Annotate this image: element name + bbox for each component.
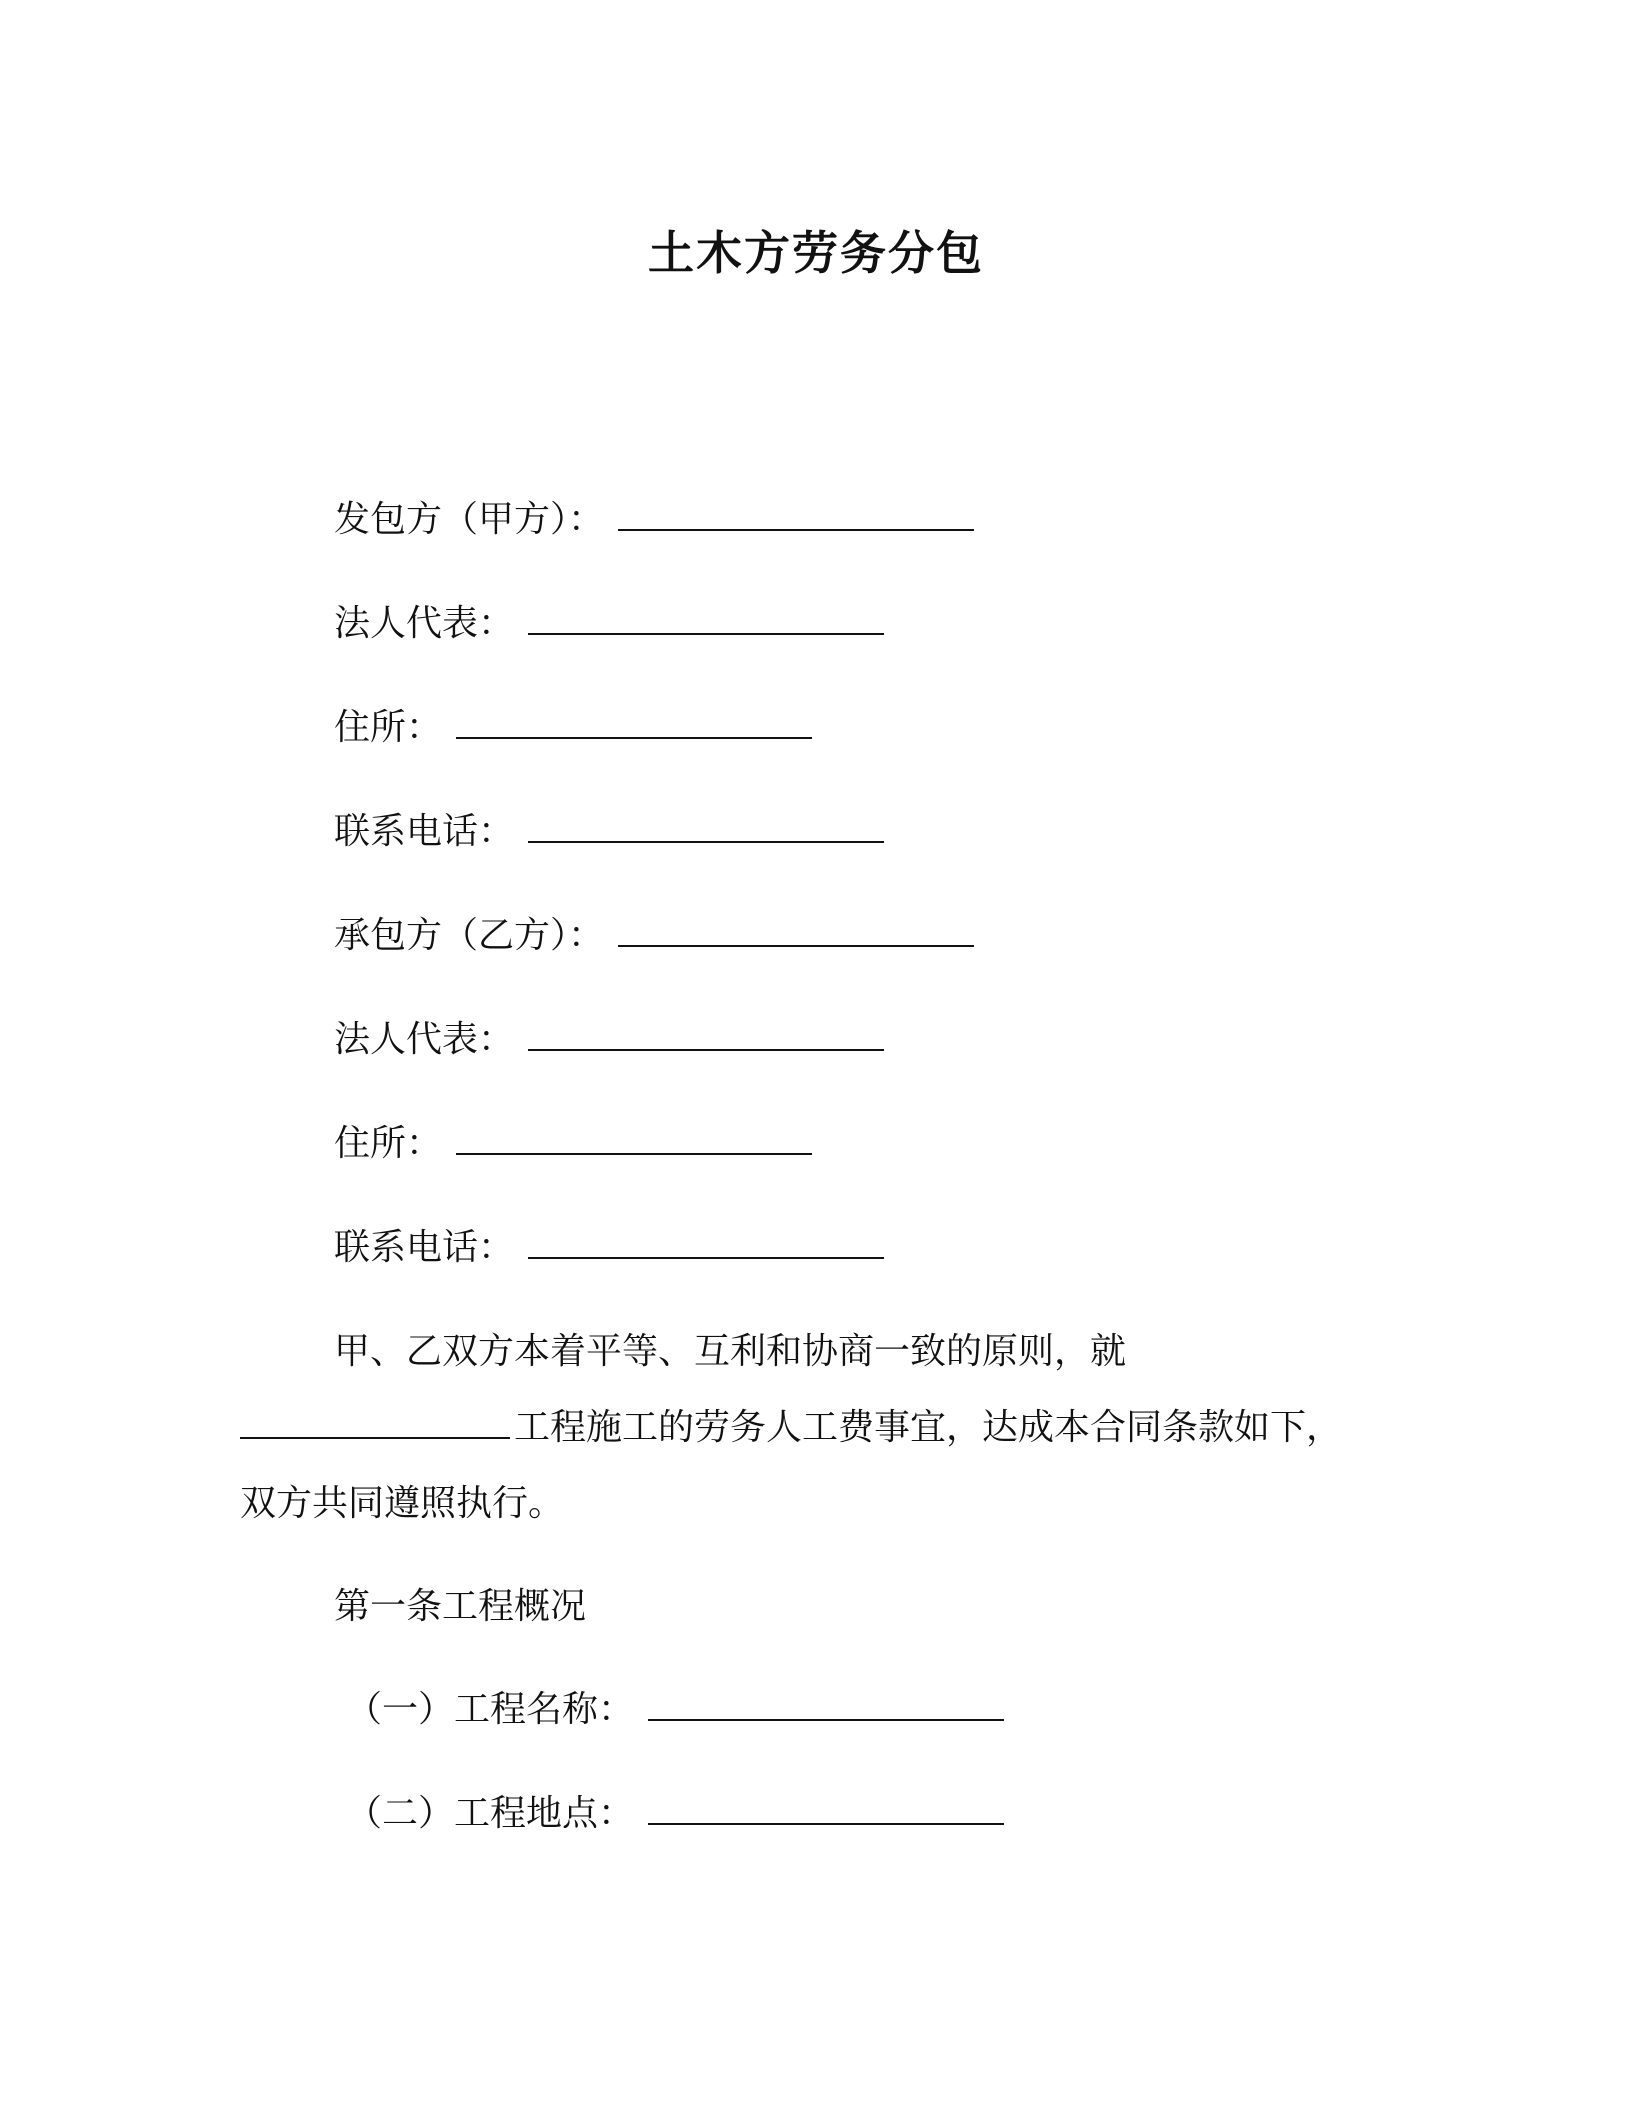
party-a-label: 发包方（甲方）：: [334, 499, 605, 540]
party-b-rep-field: [334, 1018, 884, 1062]
article-1-item-1-blank[interactable]: [648, 1689, 1004, 1721]
party-a-rep-field: [334, 602, 884, 646]
party-a-field: [334, 498, 974, 542]
party-b-label: 承包方（乙方）：: [334, 915, 605, 956]
party-b-rep-label: 法人代表：: [334, 1019, 515, 1060]
party-b-phone-label: 联系电话：: [334, 1227, 515, 1268]
intro-line-3: 双方共同遵照执行。: [240, 1483, 565, 1524]
document-title: 土木方劳务分包: [648, 226, 984, 280]
party-b-phone-blank[interactable]: [528, 1227, 884, 1259]
party-a-phone-field: [334, 810, 884, 854]
intro-line-2: [240, 1406, 1342, 1450]
party-a-phone-blank[interactable]: [528, 811, 884, 843]
party-b-blank[interactable]: [618, 915, 974, 947]
party-a-phone-label: 联系电话：: [334, 811, 515, 852]
intro-line-1: 甲、乙双方本着平等、互利和协商一致的原则，就: [334, 1331, 1127, 1372]
article-1-item-1-label: （一）工程名称：: [346, 1689, 635, 1730]
party-b-rep-blank[interactable]: [528, 1019, 884, 1051]
intro-line-2-text: 工程施工的劳务人工费事宜，达成本合同条款如下，: [514, 1407, 1343, 1448]
party-a-rep-label: 法人代表：: [334, 603, 515, 644]
party-a-address-label: 住所：: [334, 707, 443, 748]
article-1-item-2: [346, 1792, 1004, 1836]
party-b-field: [334, 914, 974, 958]
project-name-blank[interactable]: [240, 1407, 510, 1439]
article-1-item-2-blank[interactable]: [648, 1793, 1004, 1825]
article-1-heading: 第一条工程概况: [334, 1586, 587, 1627]
party-b-address-label: 住所：: [334, 1123, 443, 1164]
party-a-blank[interactable]: [618, 499, 974, 531]
party-b-phone-field: [334, 1226, 884, 1270]
party-a-address-blank[interactable]: [456, 707, 812, 739]
article-1-item-2-label: （二）工程地点：: [346, 1793, 635, 1834]
party-b-address-field: [334, 1122, 812, 1166]
party-a-address-field: [334, 706, 812, 750]
article-1-item-1: [346, 1688, 1004, 1732]
party-a-rep-blank[interactable]: [528, 603, 884, 635]
party-b-address-blank[interactable]: [456, 1123, 812, 1155]
